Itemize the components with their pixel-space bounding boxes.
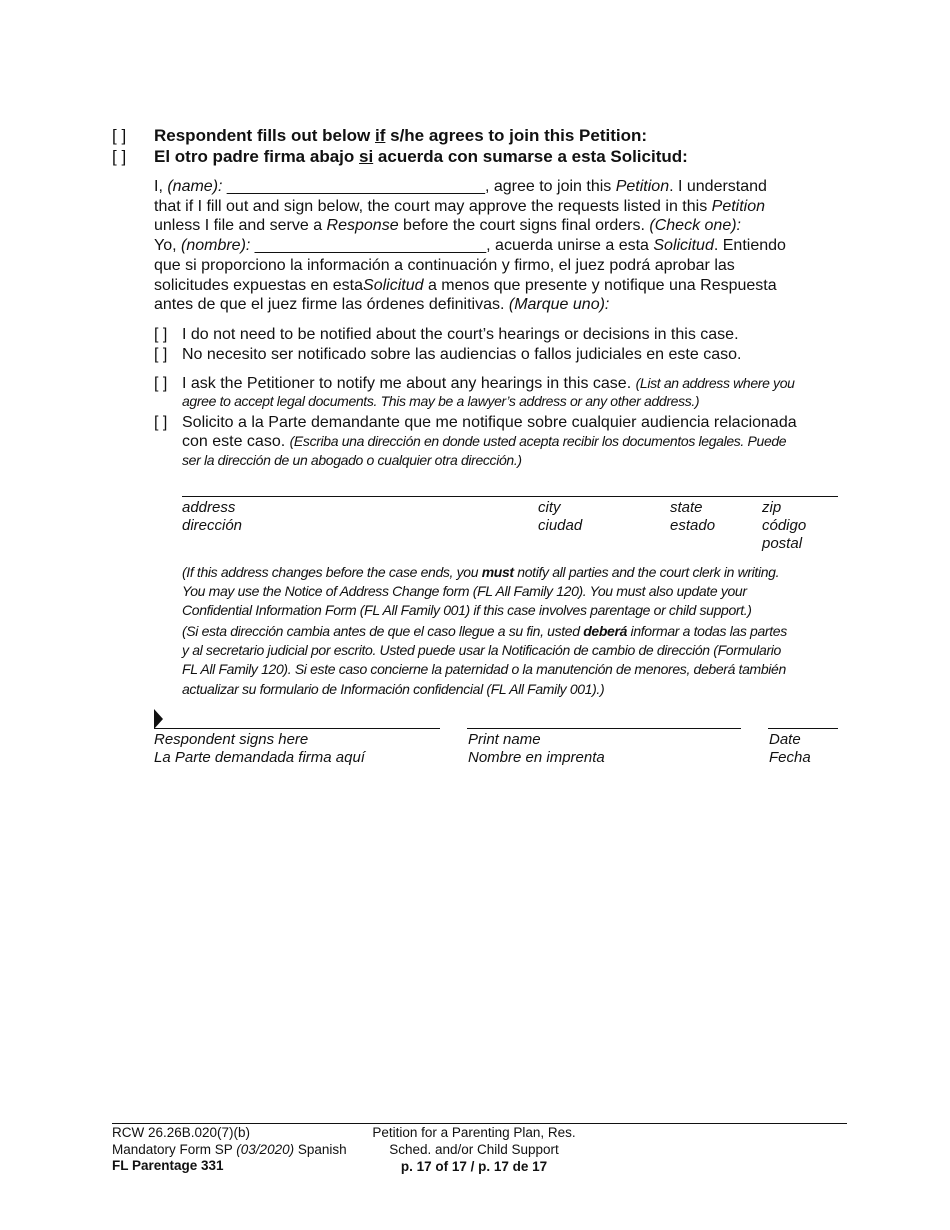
notice-line-2: You may use the Notice of Address Change form (FL All Family 120). You must also update your	[182, 583, 747, 599]
page-number: p. 17 of 17 / p. 17 de 17	[400, 1159, 548, 1174]
text: Yo,	[154, 237, 181, 254]
zip-label-es-2: postal	[762, 535, 803, 552]
option-2-es-line-2	[182, 432, 786, 452]
header-checkbox-en[interactable]: [ ]	[112, 126, 127, 145]
notice-line-3: Confidential Information Form (FL All Family 001) if this case involves parentage or child support.)	[182, 602, 752, 618]
text: (List an address where you	[635, 375, 795, 391]
intro-es-line-2: que si proporciono la información a continuación y firmo, el juez podrá aprobar las	[154, 257, 735, 274]
text: a menos que presente y notifique una Respuesta	[423, 277, 777, 294]
text: I,	[154, 178, 168, 195]
notice-line-1	[182, 563, 779, 582]
city-label: city	[538, 499, 561, 516]
option-2-checkbox[interactable]: [ ]	[154, 375, 168, 392]
state-label: state	[670, 499, 703, 516]
signature-arrow-icon	[154, 709, 164, 729]
date-line[interactable]	[768, 728, 838, 729]
option-1-es: No necesito ser notificado sobre las audiencias o fallos judiciales en este caso.	[182, 346, 742, 363]
option-2-checkbox-es[interactable]: [ ]	[154, 414, 168, 431]
name-blank[interactable]: __________________________, acuerda unirse a esta	[250, 237, 654, 254]
address-line[interactable]	[182, 496, 838, 497]
option-2-es-line-3: ser la dirección de un abogado o cualquier otra dirección.)	[182, 452, 522, 468]
print-name-label: Print name	[468, 731, 541, 748]
text: (Escriba una dirección en donde usted acepta recibir los documentos legales. Puede	[289, 433, 787, 449]
text: I ask the Petitioner to notify me about any hearings in this case.	[182, 375, 632, 392]
intro-es-line-4	[154, 295, 609, 315]
text: Petition	[615, 178, 670, 195]
footer-rcw: RCW 26.26B.020(7)(b)	[112, 1125, 251, 1140]
address-label: address	[182, 499, 236, 516]
option-2-es-line-1: Solicito a la Parte demandante que me notifique sobre cualquier audiencia relacionada	[182, 414, 797, 431]
city-label-es: ciudad	[538, 517, 583, 534]
notice-line-5: y al secretario judicial por escrito. Usted puede usar la Notificación de cambio de dirección (Formulario	[182, 642, 781, 658]
name-blank[interactable]: _____________________________, agree to join this	[222, 178, 616, 195]
text: Spanish	[294, 1142, 347, 1157]
intro-es-line-1	[154, 236, 786, 256]
header-text: acuerda con sumarse a esta Solicitud:	[373, 147, 688, 166]
text: (Marque uno):	[508, 296, 610, 313]
print-name-line[interactable]	[467, 728, 741, 729]
header-text: if	[375, 126, 386, 145]
header-text: El otro padre firma abajo	[154, 147, 359, 166]
option-1-checkbox-es[interactable]: [ ]	[154, 346, 168, 363]
text: deberá	[583, 623, 628, 639]
option-1-checkbox[interactable]: [ ]	[154, 326, 168, 343]
text: (name):	[167, 178, 223, 195]
signature-line[interactable]	[154, 728, 440, 729]
intro-en-line-3	[154, 216, 741, 236]
footer-form-line	[112, 1141, 347, 1158]
text: Mandatory Form SP	[112, 1142, 237, 1157]
zip-label-es: código	[762, 517, 807, 534]
footer-title-1: Petition for a Parenting Plan, Res.	[372, 1125, 576, 1140]
text: before the court signs final orders.	[398, 217, 650, 234]
text: . I understand	[669, 178, 767, 195]
print-name-label-es: Nombre en imprenta	[468, 749, 605, 766]
text: (If this address changes before the case ends, you	[182, 564, 482, 580]
text: that if I fill out and sign below, the court may approve the requests listed in this	[154, 198, 712, 215]
date-label-es: Fecha	[769, 749, 811, 766]
header-text: Respondent fills out below	[154, 126, 375, 145]
header-line-es	[154, 147, 688, 167]
header-checkbox-es[interactable]: [ ]	[112, 147, 127, 166]
text: antes de que el juez firme las órdenes definitivas.	[154, 296, 509, 313]
signature-label: Respondent signs here	[154, 731, 309, 748]
footer-form-id: FL Parentage 331	[112, 1158, 224, 1173]
footer-title-2: Sched. and/or Child Support	[389, 1142, 559, 1157]
date-label: Date	[769, 731, 801, 748]
address-label-es: dirección	[182, 517, 243, 534]
option-2-en-line-2: agree to accept legal documents. This may be a lawyer’s address or any other address.)	[182, 393, 700, 409]
text: Solicitud	[653, 237, 714, 254]
intro-es-line-3	[154, 276, 777, 296]
intro-en-line-1	[154, 177, 767, 197]
text: (nombre):	[181, 237, 251, 254]
signature-label-es: La Parte demandada firma aquí	[154, 749, 365, 766]
option-1-en: I do not need to be notified about the court’s hearings or decisions in this case.	[182, 326, 739, 343]
text: must	[481, 564, 514, 580]
zip-label: zip	[762, 499, 782, 516]
text: notify all parties and the court clerk in writing.	[513, 564, 780, 580]
text: Response	[326, 217, 399, 234]
text: Solicitud	[363, 277, 424, 294]
header-text: s/he agrees to join this Petition:	[385, 126, 648, 145]
text: (03/2020)	[236, 1142, 295, 1157]
notice-line-7: actualizar su formulario de Información confidencial (FL All Family 001).)	[182, 681, 605, 697]
option-2-en-line-1	[182, 374, 795, 394]
footer-center	[362, 1124, 586, 1175]
header-line-en	[154, 126, 647, 146]
text: . Entiendo	[713, 237, 786, 254]
text: (Check one):	[649, 217, 741, 234]
text: unless I file and serve a	[154, 217, 327, 234]
text: informar a todas las partes	[627, 623, 787, 639]
text: solicitudes expuestas en esta	[154, 277, 364, 294]
header-text: si	[359, 147, 374, 166]
notice-line-4	[182, 622, 787, 641]
text: (Si esta dirección cambia antes de que el caso llegue a su fin, usted	[182, 623, 584, 639]
intro-en-line-2	[154, 197, 765, 217]
notice-line-6: FL All Family 120). Si este caso concierne la paternidad o la manutención de menores, deberá también	[182, 661, 786, 677]
text: con este caso.	[182, 433, 286, 450]
text: Petition	[711, 198, 766, 215]
state-label-es: estado	[670, 517, 716, 534]
